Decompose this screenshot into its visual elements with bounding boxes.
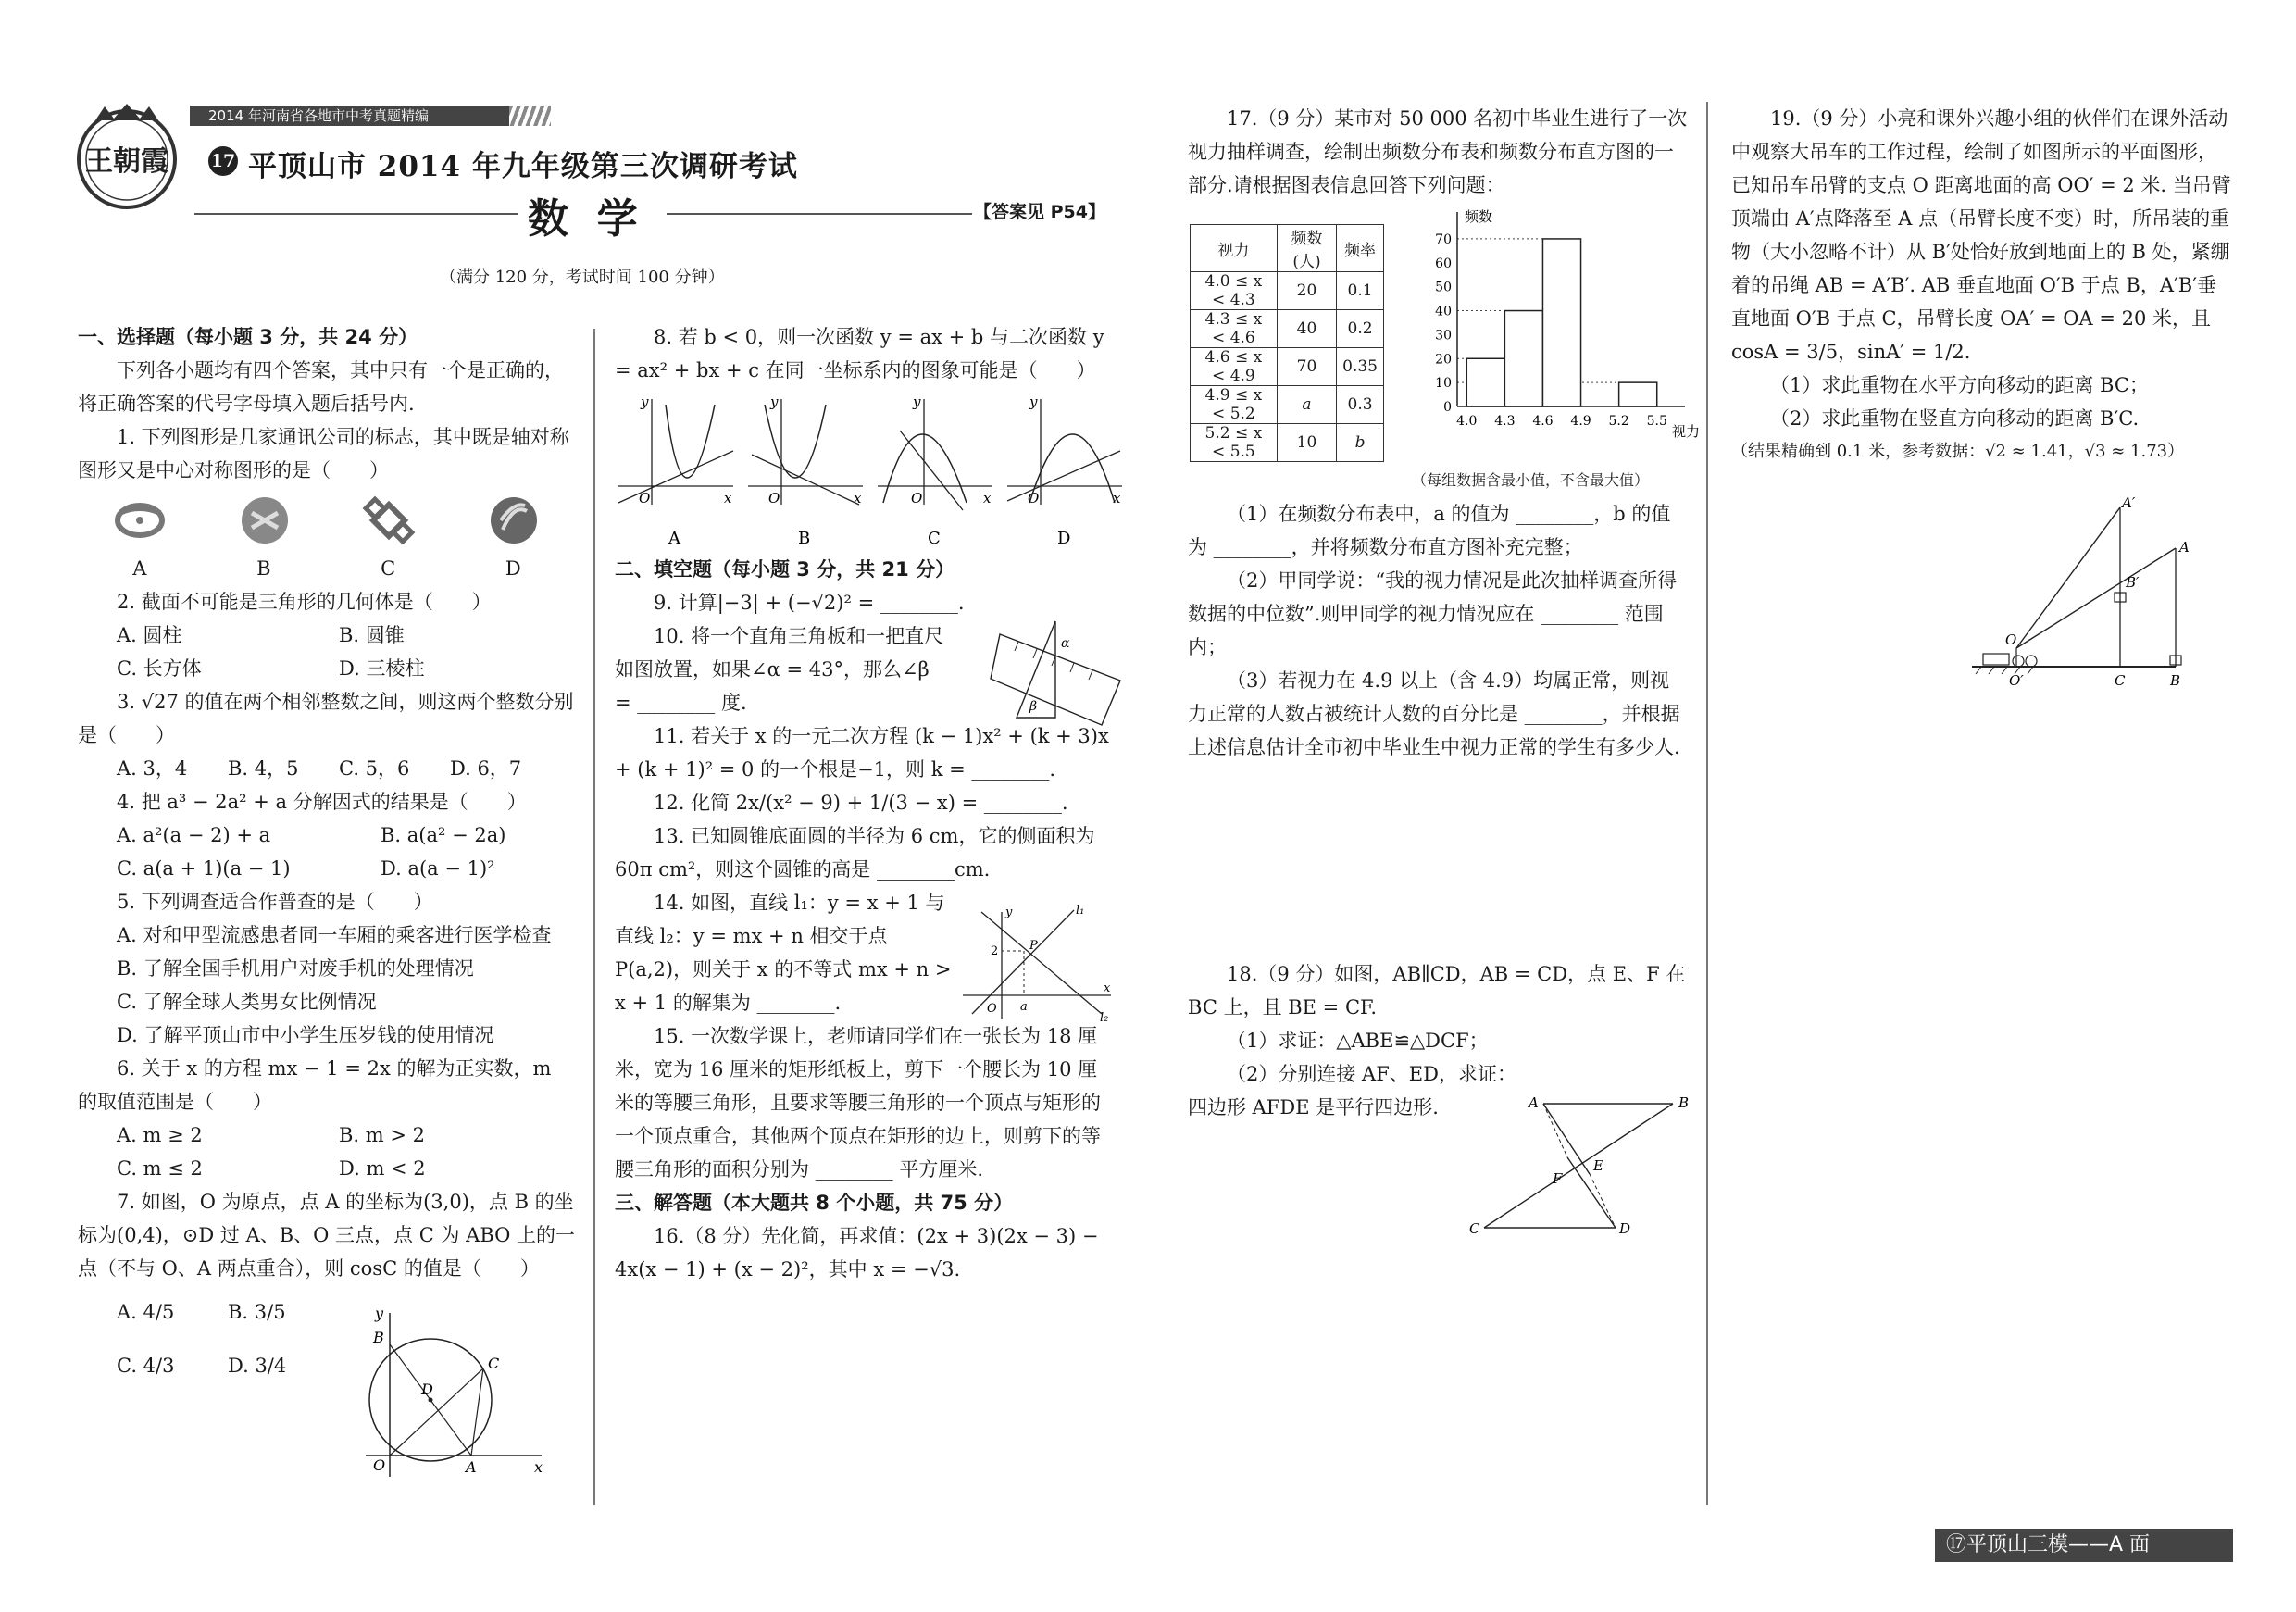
table-row: [1191, 272, 1384, 310]
svg-text:A: A: [466, 1458, 477, 1476]
q10-ruler-figure: [991, 616, 1129, 731]
x-tick-label: 4.0: [1456, 414, 1478, 429]
svg-text:l₁: l₁: [1076, 904, 1085, 918]
option: C. a(a + 1)(a − 1): [117, 857, 291, 880]
option: C. 了解全球人类男女比例情况: [117, 991, 377, 1013]
question-4: 4. 把 a³ − 2a² + a 分解因式的结果是（ ）: [117, 791, 527, 813]
option: B. m > 2: [339, 1124, 426, 1146]
svg-text:C: C: [2115, 672, 2126, 689]
question-2: 2. 截面不可能是三角形的几何体是（ ）: [117, 591, 492, 613]
graph-d: [1007, 394, 1122, 548]
exam-meta: （满分 120 分，考试时间 100 分钟）: [440, 268, 725, 287]
section-heading: 二、填空题（每小题 3 分，共 21 分）: [615, 558, 955, 581]
svg-text:O: O: [911, 490, 923, 506]
table-cell: 0.35: [1337, 348, 1384, 386]
x-tick-label: 4.3: [1494, 414, 1516, 429]
question-17-part-1: （1）在频数分布表中，a 的值为 ________，b 的值为 ________，并将频数分布直方图补充完整；: [1188, 503, 1671, 558]
option: A. 圆柱: [117, 624, 182, 646]
table-cell: 4.3 ≤ x < 4.6: [1191, 310, 1278, 348]
svg-text:B: B: [798, 529, 811, 548]
option: A. 4/5: [117, 1301, 175, 1323]
svg-text:D: D: [421, 1381, 433, 1398]
svg-text:β: β: [1029, 699, 1038, 714]
q7-circle-figure: [356, 1306, 551, 1481]
subject-title: 数 学: [528, 195, 638, 243]
question-15: 15. 一次数学课上，老师请同学们在一张长为 18 厘米，宽为 16 厘米的矩形纸板上，剪下一个腰长为 10 厘米的等腰三角形，且要求等腰三角形的一个顶点与矩形的一个顶点重合，其他两个顶点在矩形的边上，则剪下的等腰三角形的面积分别为 ________ 平方厘米.: [615, 1025, 1101, 1181]
svg-text:B: B: [1678, 1094, 1690, 1111]
svg-text:y: y: [913, 394, 921, 410]
table-cell: 70: [1277, 348, 1336, 386]
option: D. 三棱柱: [339, 657, 425, 680]
q1-logos: [78, 494, 576, 552]
table-cell: 4.6 ≤ x < 4.9: [1191, 348, 1278, 386]
svg-text:P: P: [1029, 939, 1038, 953]
question-5: 5. 下列调查适合作普查的是（ ）: [117, 891, 433, 913]
question-8: 8. 若 b < 0，则一次函数 y = ax + b 与二次函数 y = ax² + bx + c 在同一坐标系内的图象可能是（ ）: [615, 326, 1104, 381]
option: B. 3/5: [228, 1301, 286, 1323]
x-tick-label: 4.6: [1532, 414, 1554, 429]
y-tick-label: 10: [1435, 376, 1452, 392]
histogram-bar: [1542, 239, 1580, 406]
question-19-part-1: （1）求此重物在水平方向移动的距离 BC；: [1770, 374, 2149, 396]
question-18-part-1: （1）求证：△ABE≌△DCF；: [1227, 1030, 1489, 1052]
question-17-part-2: （2）甲同学说：“我的视力情况是此次抽样调查所得数据的中位数”.则甲同学的视力情况应在 ________ 范围内；: [1188, 569, 1678, 658]
q7-options: [78, 1285, 394, 1393]
histogram-note: （每组数据含最小值，不含最大值）: [1412, 471, 1650, 489]
option: C. 长方体: [117, 657, 202, 680]
svg-text:x: x: [724, 490, 732, 506]
svg-text:O: O: [987, 1002, 997, 1016]
svg-text:O: O: [768, 490, 780, 506]
y-tick-label: 40: [1435, 304, 1452, 319]
table-row: [1191, 386, 1384, 424]
table-header: 视力: [1191, 225, 1278, 272]
column-3-questions: [1188, 497, 1688, 764]
svg-text:O: O: [373, 1456, 386, 1474]
option-label: A: [132, 557, 147, 580]
question-9: 9. 计算|−3| + (−√2)² = ________.: [654, 592, 965, 614]
svg-text:a: a: [1020, 1000, 1028, 1014]
x-tick-label: 4.9: [1570, 414, 1591, 429]
frequency-histogram: [1416, 208, 1703, 451]
exam-number-badge: 17: [208, 146, 238, 176]
section-heading: 一、选择题（每小题 3 分，共 24 分）: [78, 326, 418, 348]
logo-c-icon: [361, 494, 417, 546]
q3-options: [78, 752, 576, 785]
option: C. 4/3: [117, 1355, 175, 1377]
y-tick-label: 70: [1435, 231, 1452, 247]
svg-text:x: x: [1113, 490, 1121, 506]
svg-text:O: O: [2005, 631, 2017, 648]
logo-b-icon: [237, 494, 293, 546]
option-label: D: [505, 557, 521, 580]
table-header: 频率: [1337, 225, 1384, 272]
option: B. 4，5: [228, 757, 299, 780]
logo-a-icon: [112, 494, 168, 546]
y-tick-label: 0: [1443, 400, 1452, 415]
svg-text:A: A: [1529, 1094, 1539, 1111]
option: C. m ≤ 2: [117, 1157, 203, 1180]
x-tick-label: 5.5: [1646, 414, 1667, 429]
graph-a: [618, 394, 733, 548]
table-cell: 0.3: [1337, 386, 1384, 424]
table-row: [1191, 310, 1384, 348]
option: D. m < 2: [339, 1157, 426, 1180]
table-cell: 5.2 ≤ x < 5.5: [1191, 424, 1278, 462]
svg-text:2: 2: [991, 944, 999, 958]
svg-text:y: y: [1005, 906, 1013, 919]
svg-text:x: x: [1104, 981, 1111, 995]
question-12: 12. 化简 2x/(x² − 9) + 1/(3 − x) = ________.: [654, 792, 1068, 814]
column-2: [615, 320, 1115, 387]
question-1: 1. 下列图形是几家通讯公司的标志，其中既是轴对称图形又是中心对称图形的是（ ）: [78, 426, 569, 481]
y-axis-label: 频数: [1465, 208, 1493, 225]
option: D. a(a − 1)²: [381, 857, 495, 880]
svg-text:A: A: [668, 529, 680, 548]
question-18: 18.（9 分）如图，AB∥CD，AB = CD，点 E、F 在 BC 上，且 BE = CF.: [1188, 963, 1686, 1018]
graph-b: [748, 394, 863, 548]
question-18-part-2: （2）分别连接 AF、ED，求证：四边形 AFDE 是平行四边形.: [1188, 1063, 1516, 1118]
logo-d-icon: [486, 494, 542, 546]
q19-crane-figure: [1972, 494, 2203, 694]
subject-rule-left: [194, 213, 518, 215]
svg-text:y: y: [770, 394, 779, 410]
question-17-part-3: （3）若视力在 4.9 以上（含 4.9）均属正常，则视力正常的人数占被统计人数的百分比是 ________，并根据上述信息估计全市初中毕业生中视力正常的学生有多少人.: [1188, 669, 1680, 758]
y-tick-label: 20: [1435, 352, 1452, 368]
section-intro: 下列各小题均有四个答案，其中只有一个是正确的，将正确答案的代号字母填入题后括号内.: [78, 359, 564, 415]
question-19-note: （结果精确到 0.1 米，参考数据：√2 ≈ 1.41，√3 ≈ 1.73）: [1731, 442, 2185, 461]
publisher-logo: [72, 102, 181, 211]
question-19-part-2: （2）求此重物在竖直方向移动的距离 B′C.: [1770, 407, 2140, 430]
q8-graphs: [615, 394, 1119, 553]
option-label: B: [256, 557, 271, 580]
answer-reference: 【答案见 P54】: [974, 202, 1105, 222]
svg-text:B: B: [373, 1329, 384, 1346]
question-6: 6. 关于 x 的方程 mx − 1 = 2x 的解为正实数，m 的取值范围是（ ）: [78, 1057, 552, 1113]
svg-text:y: y: [375, 1305, 384, 1322]
table-cell: 0.1: [1337, 272, 1384, 310]
svg-text:x: x: [534, 1458, 543, 1476]
question-11: 11. 若关于 x 的一元二次方程 (k − 1)x² + (k + 3)x + (k + 1)² = 0 的一个根是−1，则 k = ________.: [615, 725, 1109, 781]
question-13: 13. 已知圆锥底面圆的半径为 6 cm，它的侧面积为 60π cm²，则这个圆锥的高是 ________cm.: [615, 825, 1095, 881]
svg-text:B: B: [2170, 672, 2181, 689]
svg-text:O: O: [639, 490, 651, 506]
option: A. 对和甲型流感患者同一车厢的乘客进行医学检查: [117, 924, 552, 946]
table-row: [1191, 424, 1384, 462]
histogram-bar: [1619, 382, 1657, 406]
svg-text:l₂: l₂: [1100, 1011, 1109, 1025]
table-cell: 20: [1277, 272, 1336, 310]
option: A. m ≥ 2: [117, 1124, 203, 1146]
q1-labels: [78, 552, 576, 585]
question-7: 7. 如图，O 为原点，点 A 的坐标为(3,0)，点 B 的坐标为(0,4)，⊙D 过 A、B、O 三点，点 C 为 ABO 上的一点（不与 O、A 两点重合），则 cosC 的值是（ ）: [78, 1191, 576, 1280]
option-label: C: [381, 557, 396, 580]
table-cell: a: [1277, 386, 1336, 424]
table-cell: 0.2: [1337, 310, 1384, 348]
series-banner: 2014 年河南省各地市中考真题精编: [190, 106, 528, 126]
svg-text:D: D: [1057, 529, 1071, 548]
option: D. 了解平顶山市中小学生压岁钱的使用情况: [117, 1024, 494, 1046]
section-heading: 三、解答题（本大题共 8 个小题，共 75 分）: [615, 1192, 1014, 1214]
column-3: [1188, 102, 1688, 202]
svg-text:y: y: [641, 394, 649, 410]
page-footer-label: ⑰平顶山三模——A 面: [1935, 1529, 2233, 1562]
y-tick-label: 60: [1435, 256, 1452, 271]
svg-text:x: x: [983, 490, 992, 506]
banner-hatch: [509, 106, 551, 126]
q6-options: [78, 1118, 576, 1185]
option: D. 3/4: [228, 1355, 287, 1377]
histogram-bar: [1466, 358, 1504, 406]
table-header: 频数(人): [1277, 225, 1336, 272]
q18-parallelogram-figure: [1467, 1091, 1699, 1239]
svg-text:D: D: [1619, 1220, 1631, 1237]
table-cell: 4.9 ≤ x < 5.2: [1191, 386, 1278, 424]
svg-text:A: A: [2179, 539, 2190, 556]
column-4: [1731, 102, 2231, 469]
question-14: 14. 如图，直线 l₁：y = x + 1 与直线 l₂：y = mx + n 相交于点 P(a,2)，则关于 x 的不等式 mx + n > x + 1 的解集为 ________.: [615, 892, 952, 1014]
question-16: 16.（8 分）先化简，再求值：(2x + 3)(2x − 3) − 4x(x − 1) + (x − 2)²，其中 x = −√3.: [615, 1225, 1099, 1281]
q4-options: [78, 818, 576, 885]
option: B. 圆锥: [339, 624, 405, 646]
column-1: [78, 320, 576, 1393]
table-cell: b: [1337, 424, 1384, 462]
question-10: 10. 将一个直角三角板和一把直尺如图放置，如果∠α = 43°，那么∠β = ________ 度.: [615, 625, 944, 714]
svg-text:B′: B′: [2126, 574, 2140, 591]
option: A. a²(a − 2) + a: [117, 824, 271, 846]
exam-title: 平顶山市 2014 年九年级第三次调研考试: [248, 150, 798, 183]
svg-text:α: α: [1061, 636, 1070, 651]
svg-text:王朝霞: 王朝霞: [85, 145, 168, 178]
option: B. a(a² − 2a): [381, 824, 506, 846]
svg-text:y: y: [1029, 394, 1038, 410]
y-tick-label: 50: [1435, 280, 1452, 295]
table-cell: 40: [1277, 310, 1336, 348]
subject-rule-right: [667, 213, 972, 215]
table-cell: 10: [1277, 424, 1336, 462]
svg-text:C: C: [928, 529, 941, 548]
svg-text:O: O: [1028, 490, 1040, 506]
y-tick-label: 30: [1435, 328, 1452, 344]
q2-options: [78, 619, 576, 685]
histogram-bar: [1504, 311, 1542, 406]
question-17: 17.（9 分）某市对 50 000 名初中毕业生进行了一次视力抽样调查，绘制出频数分布表和频数分布直方图的一部分.请根据图表信息回答下列问题：: [1188, 107, 1688, 196]
column-divider: [593, 329, 595, 1505]
graph-c: [878, 394, 992, 548]
svg-text:C: C: [1469, 1220, 1480, 1237]
column-divider: [1706, 102, 1708, 1505]
svg-text:F: F: [1553, 1170, 1563, 1187]
frequency-table: [1190, 224, 1384, 462]
option: A. 3，4: [117, 757, 188, 780]
svg-text:E: E: [1593, 1157, 1603, 1174]
x-axis-label: 视力: [1672, 423, 1701, 440]
q14-lines-figure: [963, 903, 1120, 1023]
question-19: 19.（9 分）小亮和课外兴趣小组的伙伴们在课外活动中观察大吊车的工作过程，绘制了如图所示的平面图形，已知吊车吊臂的支点 O 距离地面的高 OO′ = 2 米. 当吊臂顶端由 A′点降落至 A 点（吊臂长度不变）时，所吊装的重物（大小忽略不计）从 B′处恰好放到地面上的 B 处，紧绷着的吊绳 AB = A′B′. AB 垂直地面 O′B 于点 B，A′B′垂直地面 O′B 于点 C，吊臂长度 OA′ = OA = 20 米，且 cosA = 3/5，sinA′ = 1/2.: [1731, 107, 2231, 363]
option: D. 6，7: [450, 757, 522, 780]
question-3: 3. √27 的值在两个相邻整数之间，则这两个整数分别是（ ）: [78, 691, 574, 746]
svg-text:O′: O′: [2009, 672, 2024, 689]
svg-text:x: x: [854, 490, 862, 506]
table-cell: 4.0 ≤ x < 4.3: [1191, 272, 1278, 310]
table-header-row: [1191, 225, 1384, 272]
svg-text:A′: A′: [2122, 494, 2136, 511]
x-tick-label: 5.2: [1608, 414, 1629, 429]
option: B. 了解全国手机用户对废手机的处理情况: [117, 957, 474, 980]
option: C. 5，6: [339, 757, 410, 780]
svg-text:C: C: [488, 1355, 500, 1372]
table-row: [1191, 348, 1384, 386]
